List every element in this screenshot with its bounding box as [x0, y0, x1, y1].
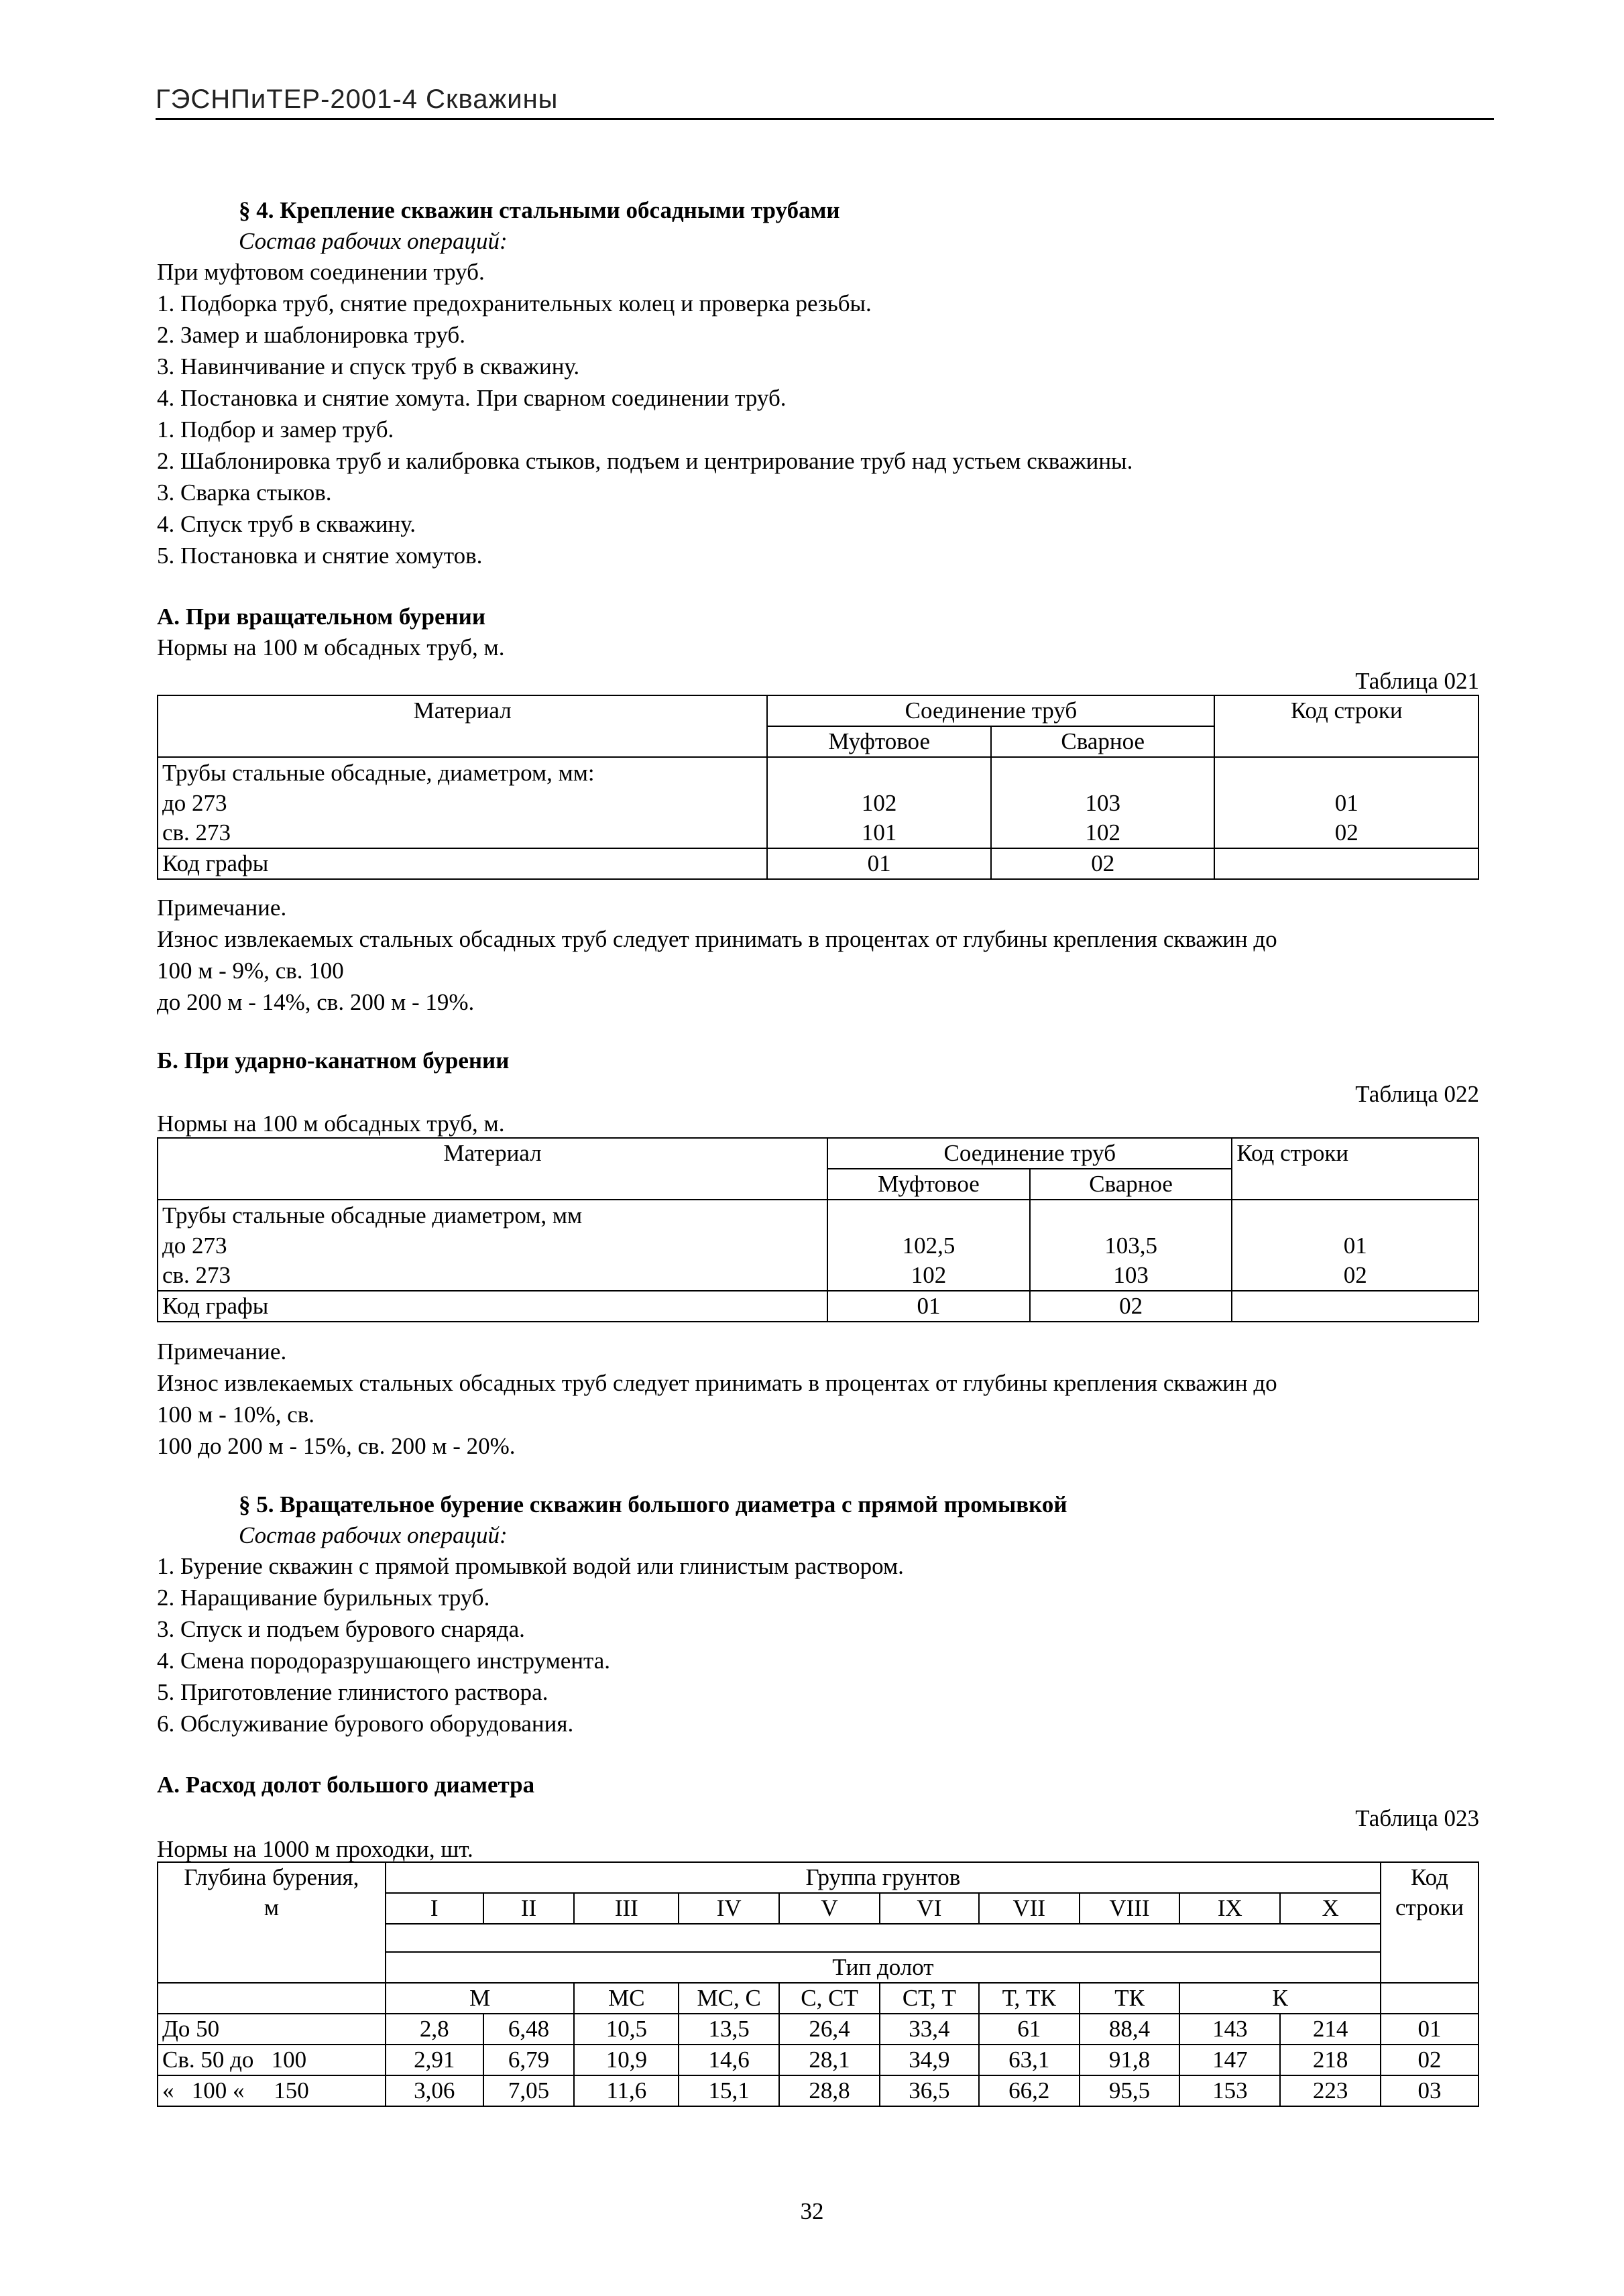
- table-021-header-coupling: Муфтовое: [767, 726, 991, 757]
- table-023-group-col: VI: [880, 1893, 979, 1924]
- note-title: Примечание.: [157, 895, 287, 921]
- table-021-header-material: Материал: [158, 695, 767, 757]
- table-cell: 147: [1179, 2045, 1280, 2075]
- table-cell: св. 273: [158, 1261, 827, 1291]
- note-line: 100 м - 9%, св. 100: [157, 958, 344, 984]
- table-cell: 218: [1280, 2045, 1381, 2075]
- table-023-label: Таблица 023: [1355, 1805, 1479, 1831]
- table-cell: 66,2: [979, 2075, 1080, 2106]
- part-a-title: А. При вращательном бурении: [157, 604, 486, 630]
- table-cell: 103: [1030, 1261, 1232, 1291]
- operation-line: 1. Подбор и замер труб.: [157, 416, 394, 443]
- table-row: [158, 2014, 1478, 2045]
- table-cell: 6,48: [483, 2014, 575, 2045]
- table-cell: 26,4: [779, 2014, 880, 2045]
- section-5-title: § 5. Вращательное бурение скважин большого диаметра с прямой промывкой: [239, 1491, 1067, 1517]
- table-row: [158, 2075, 1478, 2106]
- table-023-bit-type: Т, ТК: [979, 1983, 1080, 2014]
- table-cell: 103,5: [1030, 1231, 1232, 1261]
- table-cell: 33,4: [880, 2014, 979, 2045]
- table-cell: св. 273: [158, 818, 767, 848]
- operation-line: 3. Спуск и подъем бурового снаряда.: [157, 1616, 525, 1642]
- operation-line: 4. Смена породоразрушающего инструмента.: [157, 1648, 611, 1674]
- table-cell: 02: [1381, 2045, 1478, 2075]
- table-cell: до 273: [158, 789, 767, 818]
- table-023-header-code-2: строки: [1381, 1893, 1478, 1924]
- table-022-note: [157, 1336, 1277, 1462]
- table-cell: 2,8: [386, 2014, 483, 2045]
- table-cell: 102: [991, 818, 1215, 848]
- table-row: [158, 1291, 1478, 1322]
- operation-line: 4. Спуск труб в скважину.: [157, 511, 416, 537]
- table-cell: 3,06: [386, 2075, 483, 2106]
- table-cell: 01: [1232, 1231, 1478, 1261]
- table-022-header-welded: Сварное: [1030, 1169, 1232, 1200]
- table-021-group-label: Трубы стальные обсадные, диаметром, мм:: [158, 757, 767, 789]
- operation-line: 3. Сварка стыков.: [157, 479, 332, 506]
- note-line: 100 до 200 м - 15%, св. 200 м - 20%.: [157, 1433, 516, 1459]
- table-cell: Код графы: [158, 848, 767, 879]
- table-cell: 214: [1280, 2014, 1381, 2045]
- table-cell: 11,6: [574, 2075, 679, 2106]
- table-022-header-coupling: Муфтовое: [827, 1169, 1030, 1200]
- section-5-operations: [157, 1550, 904, 1739]
- table-cell: 63,1: [979, 2045, 1080, 2075]
- table-023-group-col: III: [574, 1893, 679, 1924]
- table-021-header-welded: Сварное: [991, 726, 1215, 757]
- table-cell: 102,5: [827, 1231, 1030, 1261]
- table-cell: до 273: [158, 1231, 827, 1261]
- table-cell: 101: [767, 818, 991, 848]
- table-023-group-col: I: [386, 1893, 483, 1924]
- table-cell: 13,5: [679, 2014, 779, 2045]
- table-cell: 01: [767, 848, 991, 879]
- table-cell: « 100 « 150: [158, 2075, 386, 2106]
- table-023-header-group: Группа грунтов: [386, 1862, 1381, 1893]
- table-023-group-col: VII: [979, 1893, 1080, 1924]
- table-cell: 02: [1232, 1261, 1478, 1291]
- operation-line: 6. Обслуживание бурового оборудования.: [157, 1711, 574, 1737]
- table-023-group-col: X: [1280, 1893, 1381, 1924]
- table-021-label: Таблица 021: [1355, 668, 1479, 694]
- table-row: [158, 1231, 1478, 1261]
- table-row: [158, 818, 1478, 848]
- table-cell: 2,91: [386, 2045, 483, 2075]
- operation-line: 1. Подборка труб, снятие предохранительных колец и проверка резьбы.: [157, 290, 872, 317]
- table-021-note: [157, 892, 1277, 1018]
- table-cell: 102: [767, 789, 991, 818]
- section-5-subtitle: Состав рабочих операций:: [239, 1522, 508, 1548]
- table-021-header-joint: Соединение труб: [767, 695, 1214, 726]
- table-022-header-joint: Соединение труб: [827, 1138, 1232, 1169]
- sec5-part-a-norms: Нормы на 1000 м проходки, шт.: [157, 1836, 473, 1862]
- operation-line: 5. Постановка и снятие хомутов.: [157, 542, 483, 569]
- table-021-header-code: Код строки: [1214, 695, 1478, 757]
- sec5-part-a-title: А. Расход долот большого диаметра: [157, 1772, 535, 1798]
- table-row: [158, 1200, 1478, 1231]
- operation-line: 4. Постановка и снятие хомута. При сварном соединении труб.: [157, 385, 787, 411]
- table-023-bit-type: СТ, Т: [880, 1983, 979, 2014]
- table-cell: 28,8: [779, 2075, 880, 2106]
- table-cell: 61: [979, 2014, 1080, 2045]
- table-023-header-code: Код: [1381, 1862, 1478, 1893]
- table-cell: 10,5: [574, 2014, 679, 2045]
- table-cell: 10,9: [574, 2045, 679, 2075]
- table-cell: 6,79: [483, 2045, 575, 2075]
- table-cell: 01: [1381, 2014, 1478, 2045]
- table-cell: 34,9: [880, 2045, 979, 2075]
- table-cell: Св. 50 до 100: [158, 2045, 386, 2075]
- table-023-group-col: IV: [679, 1893, 779, 1924]
- table-row: [158, 1261, 1478, 1291]
- table-cell: 88,4: [1080, 2014, 1180, 2045]
- table-023-group-col: IX: [1179, 1893, 1280, 1924]
- table-023-bit-type: МС: [574, 1983, 679, 2014]
- table-cell: 103: [991, 789, 1215, 818]
- table-cell: 02: [1214, 818, 1478, 848]
- operation-line: 5. Приготовление глинистого раствора.: [157, 1679, 548, 1705]
- table-row: [158, 789, 1478, 818]
- table-cell: 7,05: [483, 2075, 575, 2106]
- part-a-norms: Нормы на 100 м обсадных труб, м.: [157, 634, 505, 661]
- operation-line: 2. Шаблонировка труб и калибровка стыков, подъем и центрирование труб над устьем скважины.: [157, 448, 1133, 474]
- table-cell: 95,5: [1080, 2075, 1180, 2106]
- table-023-bit-type: С, СТ: [779, 1983, 880, 2014]
- table-023-header-bit-type: Тип долот: [386, 1952, 1381, 1983]
- note-line: Износ извлекаемых стальных обсадных труб следует принимать в процентах от глубины крепления скважин до: [157, 926, 1277, 952]
- table-cell: 143: [1179, 2014, 1280, 2045]
- table-cell: [1214, 848, 1478, 879]
- table-cell: 03: [1381, 2075, 1478, 2106]
- table-023-group-col: II: [483, 1893, 575, 1924]
- running-header: ГЭСНПиТЕР-2001-4 Скважины: [156, 84, 559, 114]
- operation-line: 3. Навинчивание и спуск труб в скважину.: [157, 353, 580, 380]
- table-022-group-label: Трубы стальные обсадные диаметром, мм: [158, 1200, 827, 1231]
- table-cell: До 50: [158, 2014, 386, 2045]
- section-4-operations: [157, 256, 1133, 571]
- header-rule: [156, 118, 1494, 120]
- table-023-header-depth: Глубина бурения,: [158, 1862, 386, 1893]
- table-022-label: Таблица 022: [1355, 1081, 1479, 1107]
- table-022-header-code: Код строки: [1232, 1138, 1478, 1200]
- operation-line: 1. Бурение скважин с прямой промывкой водой или глинистым раствором.: [157, 1553, 904, 1579]
- table-023-bit-type: МС, С: [679, 1983, 779, 2014]
- part-b-title: Б. При ударно-канатном бурении: [157, 1047, 510, 1074]
- table-cell: 91,8: [1080, 2045, 1180, 2075]
- operation-line: При муфтовом соединении труб.: [157, 259, 485, 285]
- table-cell: 01: [1214, 789, 1478, 818]
- table-cell: 15,1: [679, 2075, 779, 2106]
- note-line: 100 м - 10%, св.: [157, 1401, 315, 1428]
- table-022: [157, 1137, 1479, 1322]
- table-row: [158, 757, 1478, 789]
- page-number: 32: [800, 2198, 824, 2224]
- table-cell: 36,5: [880, 2075, 979, 2106]
- table-cell: 14,6: [679, 2045, 779, 2075]
- table-023-group-col: VIII: [1080, 1893, 1180, 1924]
- note-line: Износ извлекаемых стальных обсадных труб следует принимать в процентах от глубины крепления скважин до: [157, 1370, 1277, 1396]
- table-row: [158, 848, 1478, 879]
- table-022-header-material: Материал: [158, 1138, 827, 1200]
- table-cell: 102: [827, 1261, 1030, 1291]
- part-b-norms: Нормы на 100 м обсадных труб, м.: [157, 1110, 505, 1137]
- operation-line: 2. Замер и шаблонировка труб.: [157, 322, 465, 348]
- table-023: [157, 1861, 1479, 2107]
- note-title: Примечание.: [157, 1338, 287, 1365]
- table-cell: 28,1: [779, 2045, 880, 2075]
- table-cell: 02: [991, 848, 1215, 879]
- table-023-bit-type: ТК: [1080, 1983, 1180, 2014]
- operation-line: 2. Наращивание бурильных труб.: [157, 1585, 490, 1611]
- section-4-title: § 4. Крепление скважин стальными обсадными трубами: [239, 197, 840, 223]
- table-023-bit-type: К: [1179, 1983, 1381, 2014]
- table-cell: [1232, 1291, 1478, 1322]
- table-cell: 223: [1280, 2075, 1381, 2106]
- section-4-subtitle: Состав рабочих операций:: [239, 228, 508, 254]
- table-023-header-depth-unit: м: [158, 1893, 386, 1924]
- table-023-group-col: V: [779, 1893, 880, 1924]
- table-023-bit-type: М: [386, 1983, 575, 2014]
- table-cell: 01: [827, 1291, 1030, 1322]
- table-row: [158, 2045, 1478, 2075]
- table-cell: Код графы: [158, 1291, 827, 1322]
- table-cell: 02: [1030, 1291, 1232, 1322]
- note-line: до 200 м - 14%, св. 200 м - 19%.: [157, 989, 475, 1015]
- table-cell: 153: [1179, 2075, 1280, 2106]
- table-021: [157, 695, 1479, 880]
